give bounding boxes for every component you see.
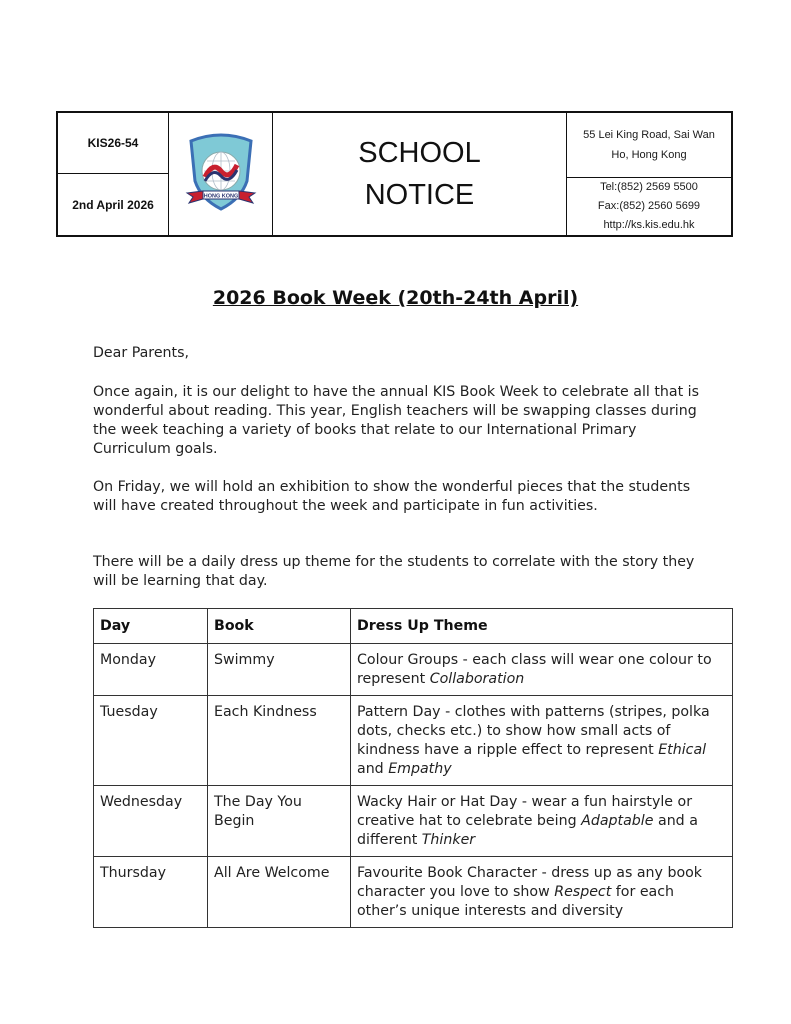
- theme-text: Colour Groups - each class will wear one colour to represent: [357, 652, 712, 687]
- theme-value-emphasis: Thinker: [421, 832, 476, 848]
- theme-value-emphasis: Respect: [554, 884, 612, 900]
- reference-column: [58, 113, 169, 235]
- theme-text: for each other’s unique interests and diversity: [357, 884, 675, 919]
- crest-banner-text: HONG KONG: [203, 193, 238, 200]
- address-line1: 55 Lei King Road, Sai Wan: [583, 129, 715, 141]
- theme-text: and: [357, 761, 389, 777]
- notice-title-line1: SCHOOL: [358, 137, 481, 169]
- paragraph-dress-up: There will be a daily dress up theme for the students to correlate with the story they will be learning that day.: [93, 554, 695, 589]
- day-cell: Tuesday: [94, 696, 208, 786]
- table-header-row: [94, 609, 733, 644]
- header-dress-up-theme: Dress Up Theme: [351, 609, 733, 644]
- address-block: [567, 113, 731, 178]
- address-line2: Ho, Hong Kong: [611, 149, 687, 161]
- book-cell: All Are Welcome: [208, 857, 351, 928]
- reference-code: KIS26-54: [58, 113, 168, 174]
- book-week-table: [93, 608, 733, 928]
- theme-text: Favourite Book Character - dress up as any book character you love to show: [357, 865, 703, 900]
- theme-cell: [351, 786, 733, 857]
- theme-value-emphasis: Adaptable: [581, 813, 654, 829]
- day-cell: Thursday: [94, 857, 208, 928]
- contact-block: [567, 178, 731, 235]
- theme-text: and a different: [357, 813, 698, 848]
- telephone: Tel:(852) 2569 5500: [600, 181, 698, 193]
- theme-cell: [351, 857, 733, 928]
- table-row: [94, 696, 733, 786]
- notice-title-line2: NOTICE: [364, 179, 475, 211]
- table-row: [94, 786, 733, 857]
- greeting: Dear Parents,: [93, 345, 190, 361]
- school-crest-logo: [183, 131, 259, 217]
- day-cell: Wednesday: [94, 786, 208, 857]
- theme-cell: [351, 644, 733, 696]
- day-cell: Monday: [94, 644, 208, 696]
- theme-value-emphasis: Empathy: [388, 761, 452, 777]
- header-book: Book: [208, 609, 351, 644]
- table-row: [94, 644, 733, 696]
- title-column: [273, 113, 567, 235]
- theme-value-emphasis: Ethical: [658, 742, 707, 758]
- fax: Fax:(852) 2560 5699: [597, 200, 701, 212]
- book-cell: Each Kindness: [208, 696, 351, 786]
- logo-column: [169, 113, 273, 235]
- notice-date: 2nd April 2026: [72, 197, 154, 212]
- header-day: Day: [94, 609, 208, 644]
- book-cell: Swimmy: [208, 644, 351, 696]
- contact-column: [567, 113, 731, 235]
- theme-text: Wacky Hair or Hat Day - wear a fun hairstyle or creative hat to celebrate being: [357, 794, 693, 829]
- document-title: 2026 Book Week (20th-24th April): [212, 287, 579, 309]
- book-cell: The Day You Begin: [208, 786, 351, 857]
- theme-value-emphasis: Collaboration: [429, 671, 525, 687]
- paragraph-exhibition: On Friday, we will hold an exhibition to show the wonderful pieces that the students will have created throughout the week and participate in fun activities.: [93, 479, 691, 514]
- notice-header: [56, 111, 733, 237]
- theme-text: Pattern Day - clothes with patterns (stripes, polka dots, checks etc.) to show how small acts of kindness have a ripple effect to represent: [357, 704, 710, 758]
- theme-cell: [351, 696, 733, 786]
- website-link[interactable]: http://ks.kis.edu.hk: [603, 219, 695, 231]
- table-row: [94, 857, 733, 928]
- paragraph-intro: Once again, it is our delight to have the annual KIS Book Week to celebrate all that is wonderful about reading. This year, English teachers will be swapping classes during the week teaching a variety of books that relate to our International Primary Curriculum goals.: [93, 384, 700, 457]
